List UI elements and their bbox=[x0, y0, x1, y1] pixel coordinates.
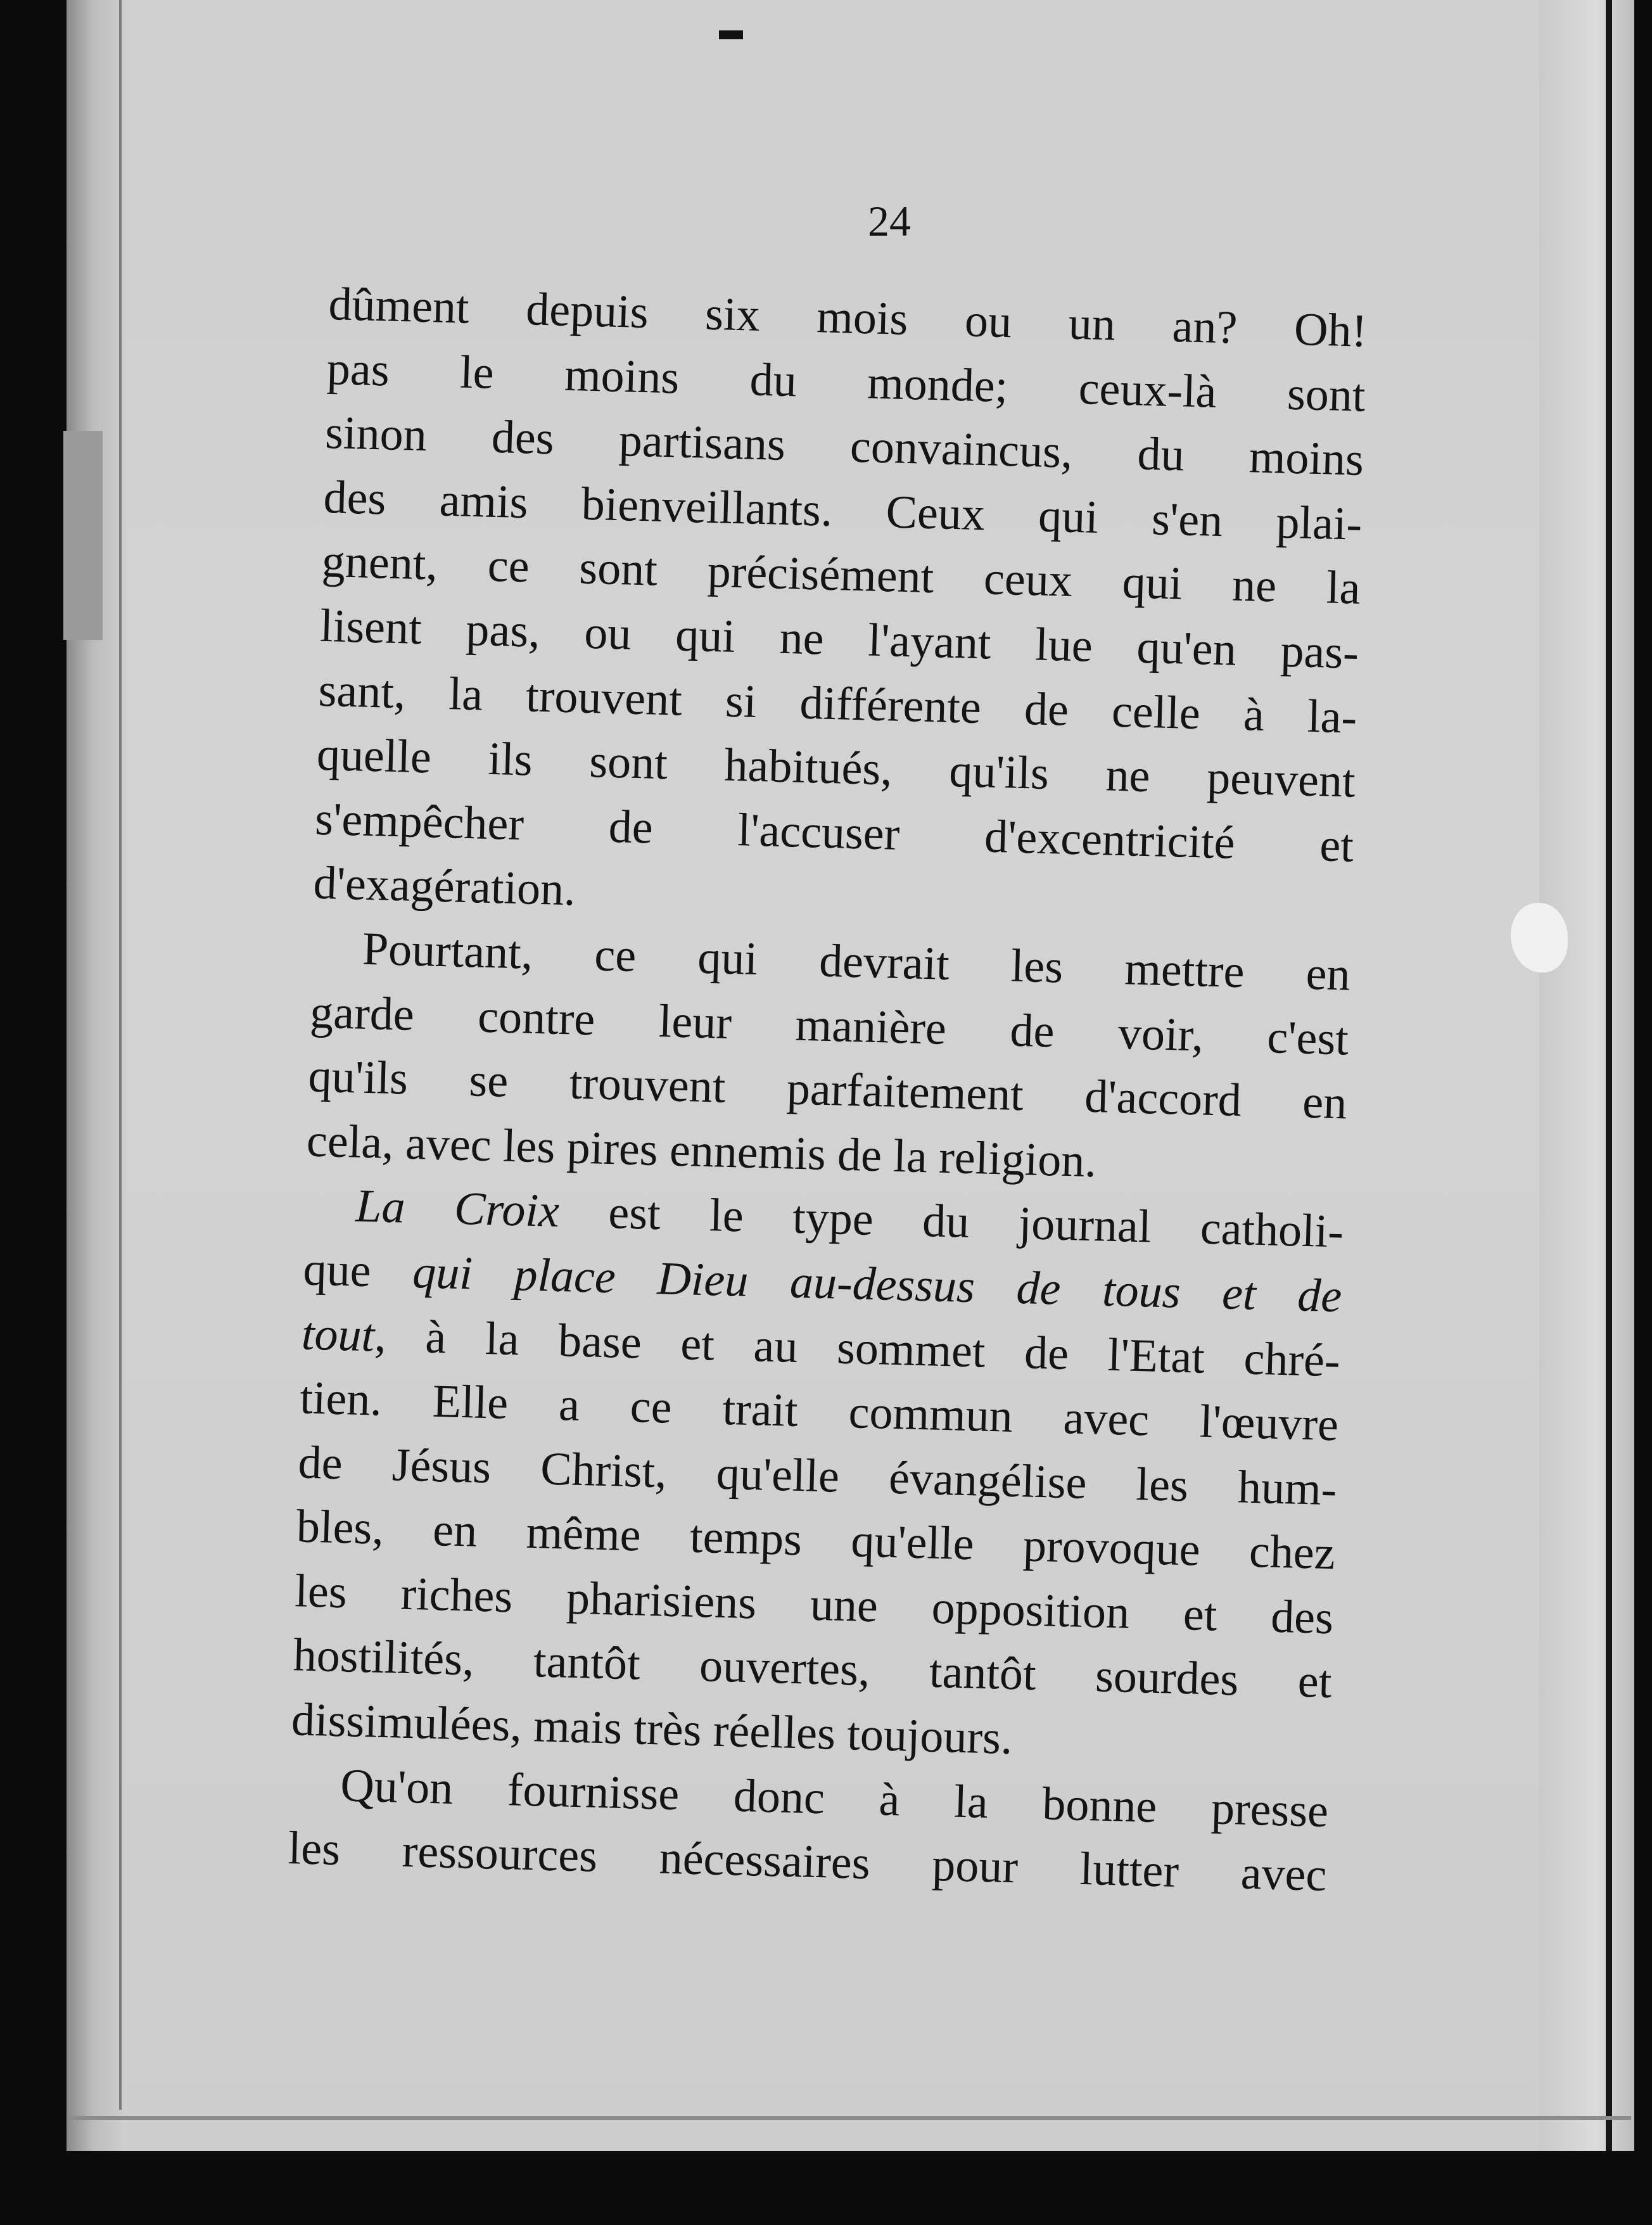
top-ink-mark bbox=[719, 30, 743, 39]
text-run: des amis bienveillants. Ceux qui s'en plai- bbox=[322, 471, 1363, 551]
text-run: bles, en même temps qu'elle provoque chez bbox=[296, 1500, 1336, 1580]
text-run: lisent pas, ou qui ne l'ayant lue qu'en pas- bbox=[319, 599, 1359, 679]
text-run: les riches pharisiens une opposition et des bbox=[294, 1565, 1335, 1645]
italic-text: qui place Dieu au-dessus de tous et de bbox=[412, 1246, 1343, 1323]
body-text bbox=[288, 272, 1368, 1908]
right-page-edge bbox=[1539, 0, 1634, 2151]
left-grey-tab bbox=[63, 431, 103, 640]
text-run: tien. Elle a ce trait commun avec l'œuvre bbox=[299, 1372, 1339, 1451]
text-run: Qu'on fournisse donc à la bonne presse bbox=[340, 1759, 1330, 1837]
bottom-border-line bbox=[67, 2116, 1631, 2120]
text-run: Pourtant, ce qui devrait les mettre en bbox=[361, 922, 1351, 1001]
text-run: cela, avec les pires ennemis de la religion. bbox=[306, 1114, 1097, 1187]
text-run: qu'ils se trouvent parfaitement d'accord en bbox=[307, 1050, 1348, 1130]
text-run: , à la base et au sommet de l'Etat chré- bbox=[374, 1309, 1341, 1387]
text-run: hostilités, tantôt ouvertes, tantôt sourdes et bbox=[292, 1629, 1333, 1709]
text-run: les ressources nécessaires pour lutter avec bbox=[287, 1822, 1328, 1902]
text-run: gnent, ce sont précisément ceux qui ne la bbox=[321, 535, 1361, 615]
left-margin-line bbox=[119, 0, 122, 2110]
right-border-line bbox=[1606, 0, 1612, 2151]
text-run: sinon des partisans convaincus, du moins bbox=[324, 407, 1364, 487]
text-run: d'exagération. bbox=[312, 857, 576, 916]
italic-text: tout bbox=[301, 1307, 376, 1361]
text-run: que bbox=[302, 1243, 414, 1298]
text-run: de Jésus Christ, qu'elle évangélise les hum- bbox=[297, 1436, 1338, 1515]
text-run: pas le moins du monde; ceux-là sont bbox=[326, 342, 1366, 422]
text-run: quelle ils sont habitués, qu'ils ne peuvent bbox=[316, 728, 1356, 808]
italic-text: La Croix bbox=[355, 1180, 561, 1238]
text-run: dûment depuis six mois ou un an? Oh! bbox=[327, 277, 1368, 357]
left-page-edge bbox=[67, 0, 127, 2151]
text-run: dissimulées, mais très réelles toujours. bbox=[291, 1693, 1013, 1765]
text-run: garde contre leur manière de voir, c'est bbox=[309, 986, 1349, 1066]
text-run: s'empêcher de l'accuser d'excentricité et bbox=[314, 793, 1354, 872]
text-run: est le type du journal catholi- bbox=[558, 1185, 1344, 1258]
text-run: sant, la trouvent si différente de celle à la- bbox=[317, 664, 1358, 744]
page-number: 24 bbox=[868, 197, 911, 245]
